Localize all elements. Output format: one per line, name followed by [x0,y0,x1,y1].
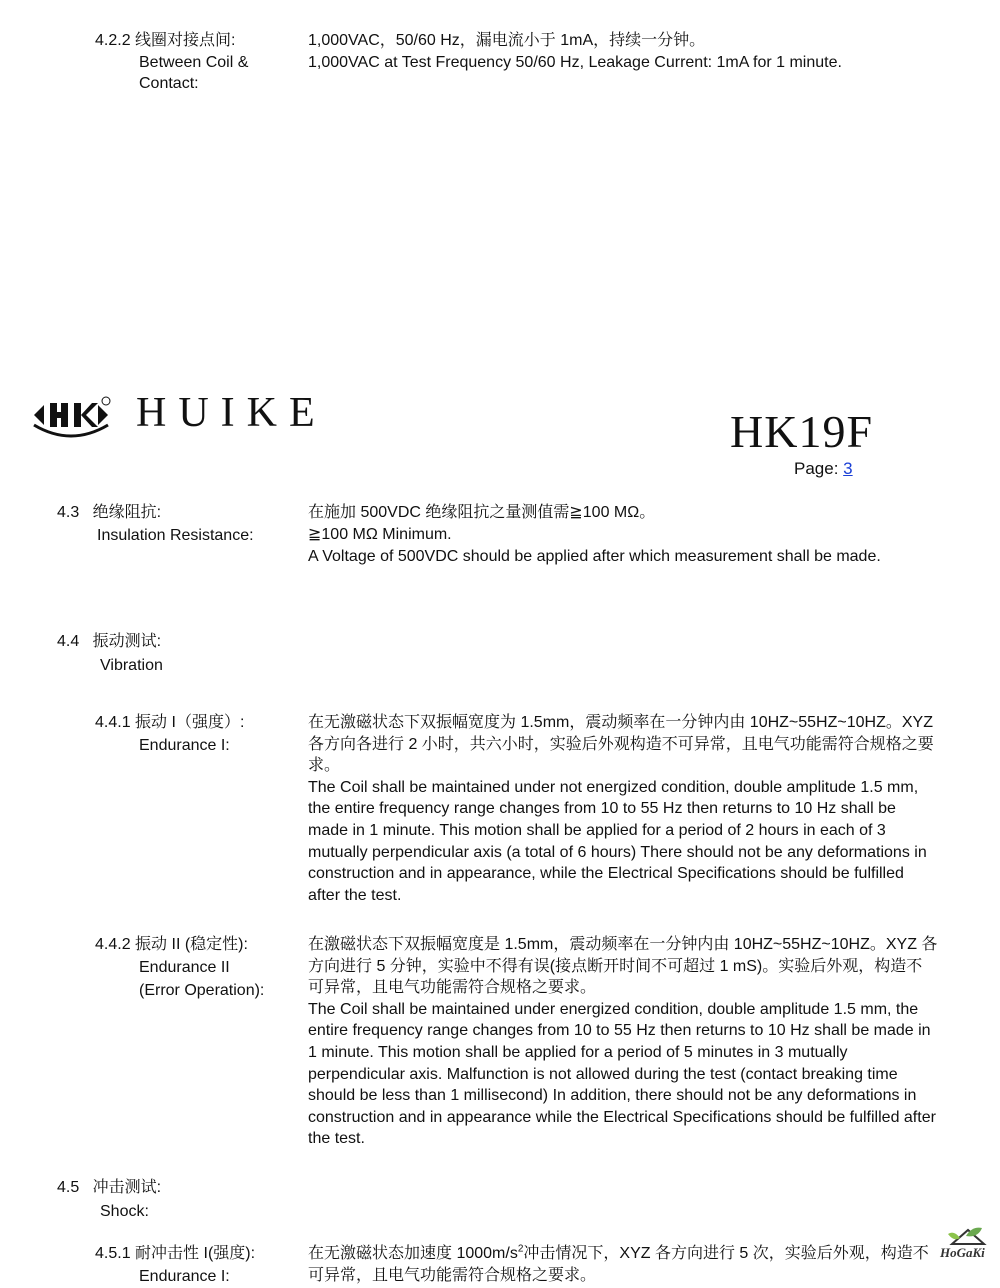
corner-logo [938,1222,998,1272]
text-en: A Voltage of 500VDC should be applied after which measurement shall be made. [308,548,881,565]
section-label-en: Between Coil & [139,54,249,71]
section-4-5-label [57,1177,161,1199]
section-number: 4.4 [57,633,80,650]
corner-logo-text: HoGaKi [940,1245,985,1260]
text-en: 1,000VAC at Test Frequency 50/60 Hz, Leakage Current: 1mA for 1 minute. [308,53,842,71]
section-4-4-2-label [95,934,248,956]
section-number: 4.4.2 [95,936,131,953]
section-4-3-label [57,502,161,524]
section-label-cn: 绝缘阻抗: [92,504,162,521]
page-label: Page: [794,459,839,478]
section-number: 4.5 [57,1179,80,1196]
section-label-en: Shock: [100,1203,149,1220]
text-cn-b: 冲击情况下，XYZ 各方向进行 5 次，实验后外观，构造不可异常，且电气功能需符合规格之要求。 [308,1245,929,1284]
section-label-en: Vibration [100,657,163,674]
huike-logo-icon [30,395,112,439]
section-number: 4.5.1 [95,1245,131,1262]
text-cn-a: 在无激磁状态加速度 1000m/s [308,1245,518,1262]
section-4-4-label [57,631,161,653]
section-label-en-2: (Error Operation): [139,982,265,999]
section-number: 4.3 [57,504,80,521]
section-label-en-2: Contact: [139,75,199,92]
section-label-cn: 振动 I（强度）: [135,714,245,731]
section-label-cn: 振动测试: [92,633,162,650]
section-label-cn: 线圈对接点间: [135,32,236,49]
section-4-4-1-text [308,712,938,906]
section-4-4-1-label [95,712,244,734]
section-label-en: Endurance II [139,959,230,976]
brand-name: HUIKE [136,390,327,436]
section-label-cn: 耐冲击性 I(强度): [135,1245,256,1262]
page-indicator [794,458,853,480]
section-label-cn: 振动 II (稳定性): [135,936,248,953]
section-label-en: Endurance I: [139,737,230,754]
text-cn: 在施加 500VDC 绝缘阻抗之量测值需≧100 MΩ。 [308,504,656,521]
text-en: The Coil shall be maintained under not energized condition, double amplitude 1.5 mm, the entire frequency range changes from 10 to 55 Hz then returns to 10 Hz shall be made in 1 minute. This motion shall be applied for a period of 2 hours in each of 3 mutually perpendicular axis (a total of 6 hours) There should not be any deformations in construction and in appearance, while the Electrical Specifications should be fulfilled after the test. [308,778,927,904]
section-label-cn: 冲击测试: [92,1179,162,1196]
section-label-en: Insulation Resistance: [97,527,254,544]
superscript: 2 [517,1243,524,1255]
section-number: 4.4.1 [95,714,131,731]
section-number: 4.2.2 [95,32,131,49]
section-4-5-1-label [95,1243,255,1265]
text-cn: 在无激磁状态下双振幅宽度为 1.5mm，震动频率在一分钟内由 10HZ~55HZ~10HZ。XYZ 各方向各进行 2 小时，共六小时，实验后外观构造不可异常，且电气功能需符合规格之要求。 [308,714,934,775]
section-label-en: Endurance I: [139,1268,230,1285]
section-4-4-2-text [308,934,938,1150]
section-4-2-2-label [95,30,236,52]
text-cn [308,1243,938,1286]
model-number: HK19F [730,406,874,457]
section-4-3-text [308,502,908,568]
section-4-5-1-text [308,1243,938,1286]
text-cn: 在激磁状态下双振幅宽度是 1.5mm，震动频率在一分钟内由 10HZ~55HZ~10HZ。XYZ 各方向进行 5 分钟，实验中不得有误(接点断开时间不可超过 1 mS)。实验后外观，构造不可异常，且电气功能需符合规格之要求。 [308,936,938,997]
text-min: ≧100 MΩ Minimum. [308,526,452,543]
text-cn: 1,000VAC，50/60 Hz，漏电流小于 1mA，持续一分钟。 [308,32,706,49]
text-en: The Coil shall be maintained under energized condition, double amplitude 1.5 mm, the entire frequency range changes from 10 to 55 Hz then returns to 10 Hz shall be made in 1 minute. This motion shall be applied for a period of 5 minutes in 3 mutually perpendicular axis. Malfunction is not allowed during the test (contact breaking time should be less than 1 millisecond) In addition, there should not be any deformations in construction and in appearance while the Electrical Specifications should be fulfilled after the test. [308,1000,936,1148]
section-4-2-2-text [308,30,948,73]
page-number-link[interactable]: 3 [843,459,853,478]
